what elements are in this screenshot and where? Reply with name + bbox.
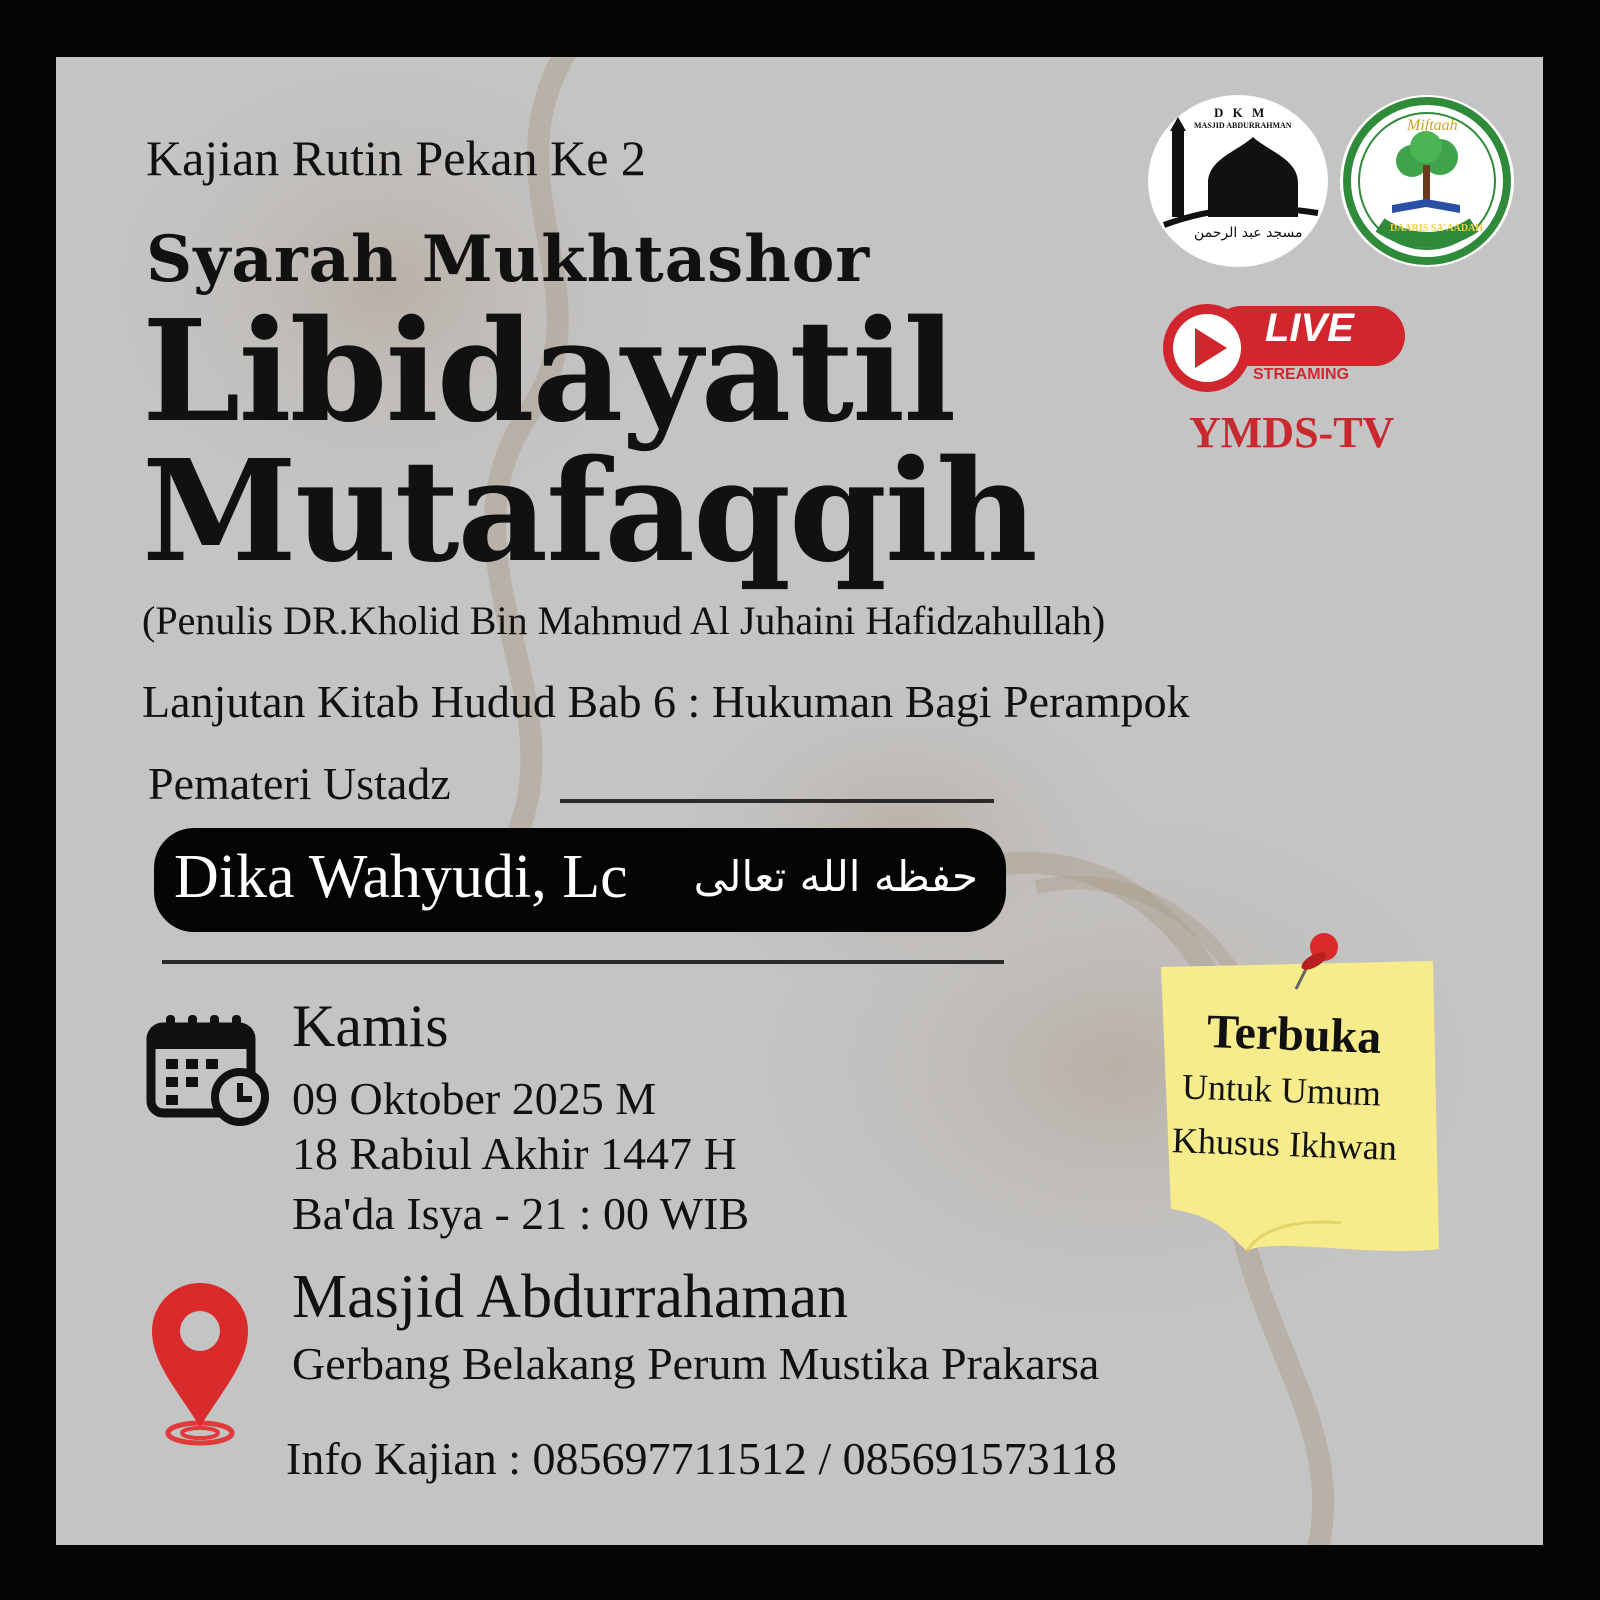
miftaah-top-text: Miftaah	[1407, 117, 1458, 134]
event-day: Kamis	[292, 993, 449, 1059]
speaker-label: Pemateri Ustadz	[148, 758, 451, 809]
channel-name: YMDS-TV	[1189, 408, 1395, 457]
speaker-name: Dika Wahyudi, Lc	[174, 843, 628, 911]
note-line2: Untuk Umum	[1181, 1066, 1382, 1114]
calendar-icon	[146, 1013, 272, 1129]
divider-top	[560, 799, 994, 803]
dkm-logo	[1148, 95, 1328, 267]
speaker-pill	[154, 828, 1006, 932]
divider-bottom	[162, 960, 1004, 964]
venue-address: Gerbang Belakang Perum Mustika Prakarsa	[292, 1338, 1100, 1389]
live-streaming-badge	[1161, 302, 1411, 397]
event-date: 09 Oktober 2025 M	[292, 1073, 657, 1124]
dkm-top-text: D K M	[1214, 105, 1268, 120]
event-hijri-date: 18 Rabiul Akhir 1447 H	[292, 1128, 737, 1179]
syarah-title: Syarah Mukhtashor	[146, 222, 871, 297]
push-pin-icon	[1288, 927, 1348, 997]
note-line3: Khusus Ikhwan	[1171, 1120, 1398, 1168]
poster-panel	[56, 57, 1543, 1545]
streaming-label: STREAMING	[1253, 366, 1349, 383]
miftaah-logo	[1340, 95, 1514, 267]
note-line1: Terbuka	[1206, 1004, 1383, 1065]
book-title-line1: Libidayatil	[142, 290, 955, 454]
author-line: (Penulis DR.Kholid Bin Mahmud Al Juhaini Hafidzahullah)	[142, 598, 1106, 643]
topic-line: Lanjutan Kitab Hudud Bab 6 : Hukuman Bagi Perampok	[142, 676, 1190, 727]
venue-name: Masjid Abdurrahaman	[292, 1263, 849, 1331]
miftaah-bottom-text: DAARIS SA'AADAH	[1390, 223, 1484, 234]
dkm-name-text: MASJID ABDURRAHMAN	[1194, 121, 1292, 130]
dkm-arabic-text: مسجد عبد الرحمن	[1194, 225, 1303, 241]
live-label: LIVE	[1265, 306, 1354, 350]
event-time: Ba'da Isya - 21 : 00 WIB	[292, 1188, 750, 1239]
speaker-honorific: حفظه الله تعالى	[693, 852, 978, 901]
series-title: Kajian Rutin Pekan Ke 2	[146, 130, 646, 186]
location-pin-icon	[148, 1281, 252, 1451]
contact-info: Info Kajian : 085697711512 / 085691573118	[286, 1433, 1117, 1484]
book-title-line2: Mutafaqqih	[142, 430, 1036, 594]
